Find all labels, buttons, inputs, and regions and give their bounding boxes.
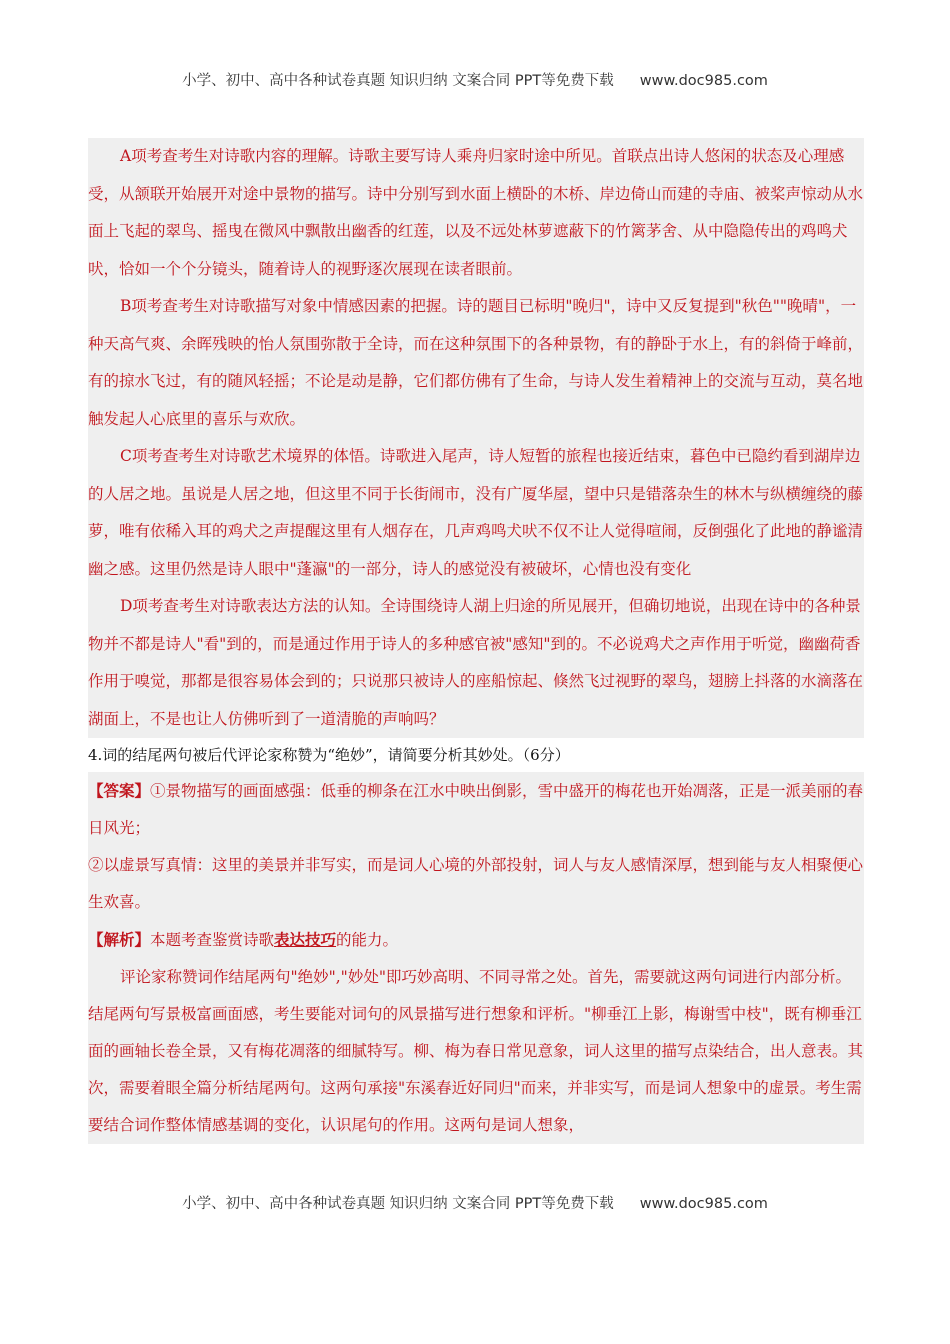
footer-text: 小学、初中、高中各种试卷真题 知识归纳 文案合同 PPT等免费下载 <box>182 1196 614 1212</box>
analysis-option-c: C项考查考生对诗歌艺术境界的体悟。诗歌进入尾声，诗人短暂的旅程也接近结束，暮色中已隐约看到湖岸边的人居之地。虽说是人居之地，但这里不同于长街闹市，没有广厦华屋，望中只是错落杂生的林木与纵横缠绕的藤萝，唯有依稀入耳的鸡犬之声提醒这里有人烟存在，几声鸡鸣犬吠不仅不让人觉得喧闹，反倒强化了此地的静谧清幽之感。这里仍然是诗人眼中"蓬瀛"的一部分，诗人的感觉没有被破坏，心情也没有变化 <box>88 447 864 578</box>
answer-label: 【答案】 <box>88 781 151 800</box>
answer-point-2: ②以虚景写真情：这里的美景并非写实，而是词人心境的外部投射，词人与友人感情深厚，想到能与友人相聚便心生欢喜。 <box>88 856 864 911</box>
header-url[interactable]: www.doc985.com <box>639 73 768 89</box>
explain-label: 【解析】 <box>88 930 151 949</box>
page-content <box>88 138 864 1144</box>
page-footer <box>0 1192 950 1213</box>
answer-block <box>88 772 864 1144</box>
explain-intro <box>88 921 864 959</box>
analysis-option-d: D项考查考生对诗歌表达方法的认知。全诗围绕诗人湖上归途的所见展开，但确切地说，出现在诗中的各种景物并不都是诗人"看"到的，而是通过作用于诗人的多种感官被"感知"到的。不必说鸡犬之声作用于听觉，幽幽荷香作用于嗅觉，那都是很容易体会到的；只说那只被诗人的座船惊起、倏然飞过视野的翠鸟，翅膀上抖落的水滴落在湖面上，不是也让人仿佛听到了一道清脆的声响吗？ <box>88 597 864 728</box>
question-4: 4.词的结尾两句被后代评论家称赞为“绝妙”，请简要分析其妙处。（6分） <box>88 746 570 764</box>
footer-url[interactable]: www.doc985.com <box>639 1196 768 1212</box>
explain-keyword: 表达技巧 <box>274 930 337 949</box>
analysis-block <box>88 138 864 738</box>
explain-body: 评论家称赞词作结尾两句"绝妙","妙处"即巧妙高明、不同寻常之处。首先，需要就这两句词进行内部分析。结尾两句写景极富画面感，考生要能对词句的风景描写进行想象和评析。"柳垂江上影，梅谢雪中枝"，既有柳垂江面的画轴长卷全景，又有梅花凋落的细腻特写。柳、梅为春日常见意象，词人这里的描写点染结合，出人意表。其次，需要着眼全篇分析结尾两句。这两句承接"东溪春近好同归"而来，并非实写，而是词人想象中的虚景。考生需要结合词作整体情感基调的变化，认识尾句的作用。这两句是词人想象， <box>88 968 864 1134</box>
page-header <box>0 69 950 90</box>
analysis-option-b: B项考查考生对诗歌描写对象中情感因素的把握。诗的题目已标明"晚归"，诗中又反复提到"秋色""晚晴"，一种天高气爽、余晖残映的怡人氛围弥散于全诗，而在这种氛围下的各种景物，有的静卧于水上，有的斜倚于峰前，有的掠水飞过，有的随风轻摇；不论是动是静，它们都仿佛有了生命，与诗人发生着精神上的交流与互动，莫名地触发起人心底里的喜乐与欢欣。 <box>88 297 864 428</box>
explain-post: 的能力。 <box>336 931 399 949</box>
answer-text-1: ①景物描写的画面感强：低垂的柳条在江水中映出倒影，雪中盛开的梅花也开始凋落，正是一派美丽的春日风光； <box>88 782 864 837</box>
explain-pre: 本题考查鉴赏诗歌 <box>150 931 275 949</box>
header-text: 小学、初中、高中各种试卷真题 知识归纳 文案合同 PPT等免费下载 <box>182 73 614 89</box>
analysis-option-a: A项考查考生对诗歌内容的理解。诗歌主要写诗人乘舟归家时途中所见。首联点出诗人悠闲的状态及心理感受，从颔联开始展开对途中景物的描写。诗中分别写到水面上横卧的木桥、岸边倚山而建的寺庙、被桨声惊动从水面上飞起的翠鸟、摇曳在微风中飘散出幽香的红莲，以及不远处林萝遮蔽下的竹篱茅舍、从中隐隐传出的鸡鸣犬吠，恰如一个个分镜头，随着诗人的视野逐次展现在读者眼前。 <box>88 147 864 278</box>
answer-point-1 <box>88 772 864 847</box>
